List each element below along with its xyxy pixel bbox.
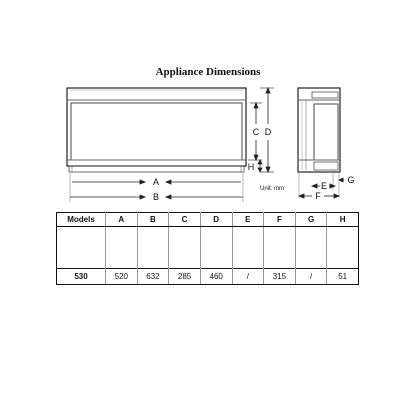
dimension-label-d: D — [264, 127, 272, 137]
table-header-cell: H — [327, 213, 359, 227]
table-header-cell: G — [295, 213, 327, 227]
dimension-label-a: A — [152, 177, 160, 187]
table-header-row — [57, 213, 359, 227]
table-row — [57, 269, 359, 285]
table-spacer-row — [57, 227, 359, 269]
dimension-label-c: C — [252, 127, 260, 137]
table-header-cell: E — [232, 213, 264, 227]
dimension-label-g: G — [347, 175, 355, 185]
page-title: Appliance Dimensions — [155, 66, 261, 78]
value-cell-d: 460 — [200, 269, 232, 285]
value-cell-b: 632 — [137, 269, 169, 285]
dimension-label-h: H — [247, 162, 255, 172]
dimension-label-e: E — [320, 181, 328, 191]
model-cell: 530 — [57, 269, 106, 285]
dimension-label-f: F — [315, 191, 321, 201]
table-header-cell: A — [106, 213, 138, 227]
dimension-g-arrow — [339, 178, 344, 182]
dimensions-table — [56, 212, 359, 285]
value-cell-a: 520 — [106, 269, 138, 285]
value-cell-e: / — [232, 269, 264, 285]
value-cell-g: / — [295, 269, 327, 285]
table-header-cell: F — [264, 213, 296, 227]
dimension-label-b: B — [152, 192, 160, 202]
table-header-cell: D — [200, 213, 232, 227]
side-view — [298, 88, 340, 198]
unit-label: Unit: mm — [260, 186, 284, 192]
value-cell-f: 315 — [264, 269, 296, 285]
value-cell-c: 285 — [169, 269, 201, 285]
table-header-cell: C — [169, 213, 201, 227]
table-header-cell: Models — [57, 213, 106, 227]
value-cell-h: 51 — [327, 269, 359, 285]
table-header-cell: B — [137, 213, 169, 227]
